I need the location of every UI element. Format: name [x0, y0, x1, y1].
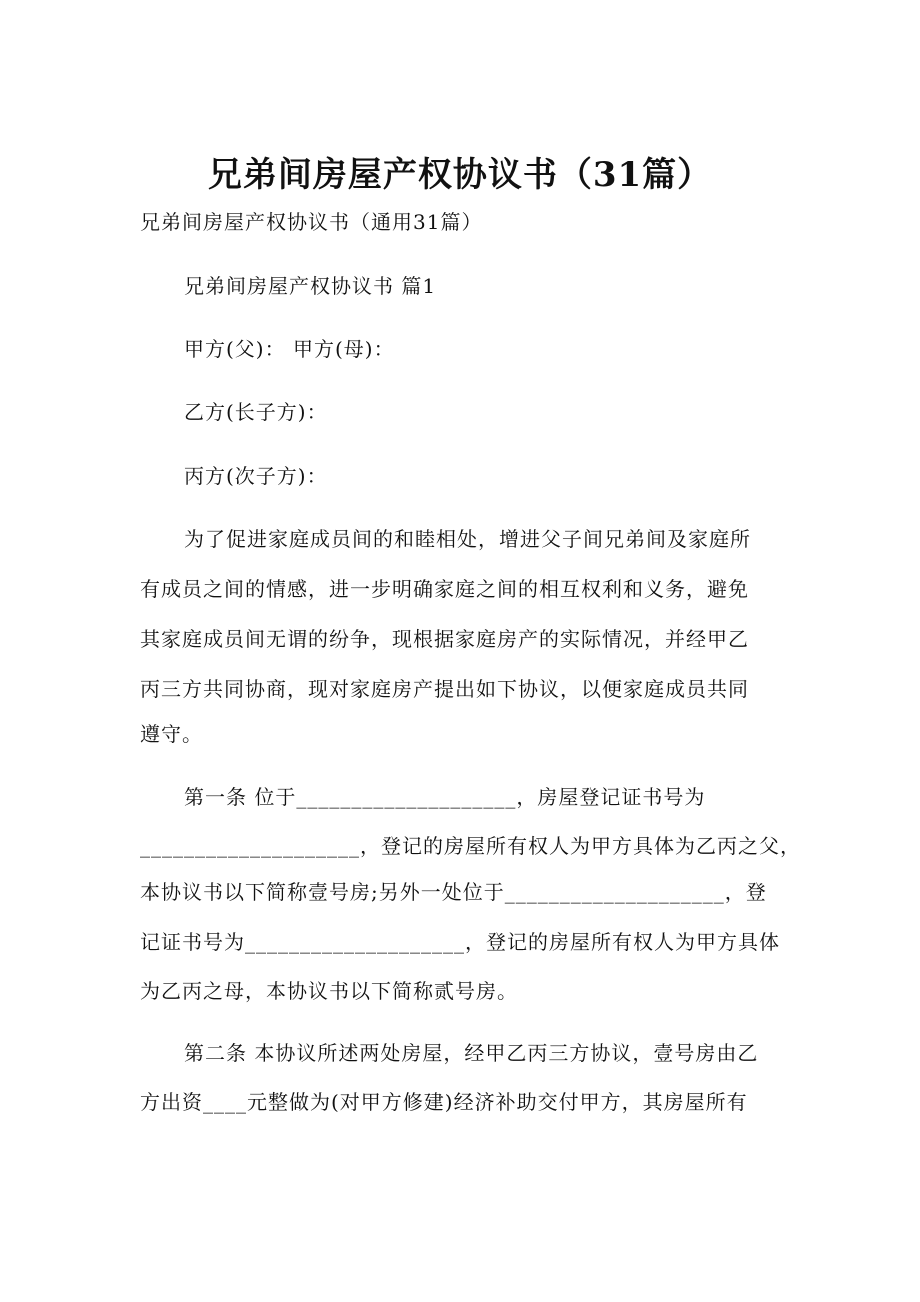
preamble-line: 其家庭成员间无谓的纷争，现根据家庭房产的实际情况，并经甲乙	[140, 627, 749, 651]
document-subtitle: 兄弟间房屋产权协议书（通用31篇）	[140, 210, 483, 234]
party-a-line: 甲方(父)： 甲方(母)：	[184, 337, 395, 361]
article-1-line: 本协议书以下简称壹号房;另外一处位于____________________，登	[140, 880, 767, 904]
party-c-line: 丙方(次子方)：	[184, 464, 328, 488]
document-title: 兄弟间房屋产权协议书（31篇）	[207, 155, 713, 195]
preamble-line: 遵守。	[140, 722, 203, 746]
preamble-line: 有成员之间的情感，进一步明确家庭之间的相互权利和义务，避免	[140, 577, 749, 601]
preamble-line: 为了促进家庭成员间的和睦相处，增进父子间兄弟间及家庭所	[184, 527, 751, 551]
article-2-line: 第二条 本协议所述两处房屋，经甲乙丙三方协议，壹号房由乙	[184, 1041, 759, 1065]
article-1-line: ____________________，登记的房屋所有权人为甲方具体为乙丙之父，	[140, 834, 801, 858]
section-heading: 兄弟间房屋产权协议书 篇1	[184, 274, 437, 298]
article-1-line: 第一条 位于____________________，房屋登记证书号为	[184, 785, 706, 809]
article-1-line: 记证书号为____________________，登记的房屋所有权人为甲方具体	[140, 930, 780, 954]
preamble-line: 丙三方共同协商，现对家庭房产提出如下协议，以便家庭成员共同	[140, 677, 749, 701]
article-1-line: 为乙丙之母，本协议书以下简称贰号房。	[140, 979, 518, 1003]
article-2-line: 方出资____元整做为(对甲方修建)经济补助交付甲方，其房屋所有	[140, 1090, 748, 1114]
party-b-line: 乙方(长子方)：	[184, 400, 328, 424]
